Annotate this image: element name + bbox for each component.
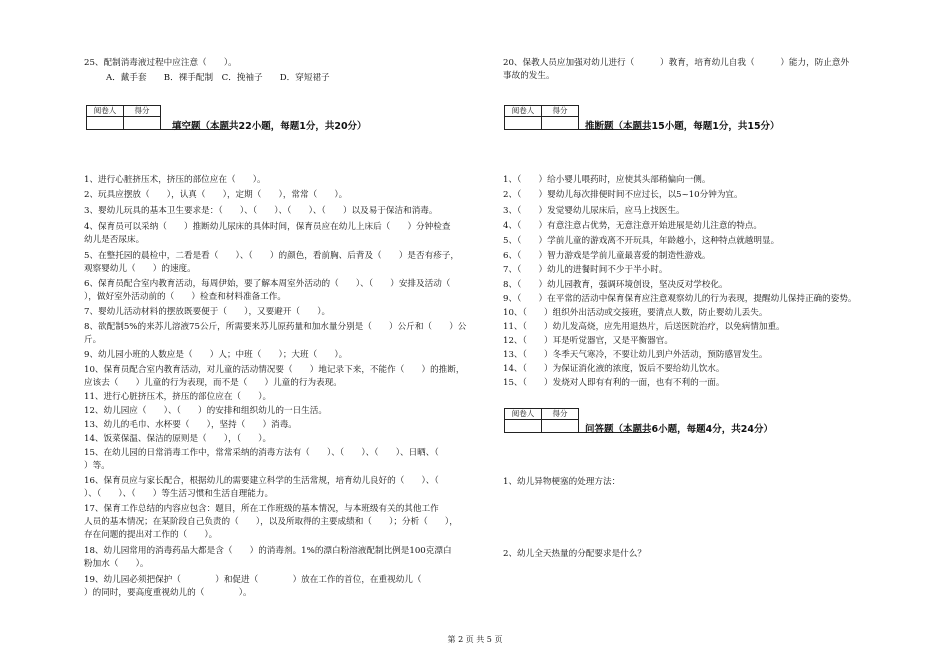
grader-box-answer [504, 408, 579, 433]
grader-box [86, 105, 161, 130]
judge-item-15: 15、（ ）发烧对人即有有利的一面，也有不利的一面。 [503, 378, 725, 388]
judge-item-6: 6、（ ）智力游戏是学前儿童最喜爱的制造性游戏。 [503, 251, 711, 261]
fill-item-11: 11、进行心脏挤压术，挤压的部位应在（ ）。 [84, 392, 272, 402]
fill-item-13: 13、幼儿的毛巾、水杯要（ ），坚持（ ）消毒。 [84, 420, 297, 430]
judge-section-title: 推断题（本题共15小题，每题1分，共15分） [585, 121, 780, 132]
page-footer: 第 2 页 共 5 页 [447, 635, 503, 644]
fill-item-17: 17、保育工作总结的内容应包含：题目，所在工作班级的基本情况，与本班级有关的其他工作 人员的基本情况；在某阶段自己负责的（ ），以及所取得的主要成绩和（ ）；分析（ ）， 存在问题的提出对工作的（ ）。 [84, 504, 458, 540]
grader-score-label: 得分 [542, 106, 579, 117]
fill-item-3: 3、婴幼儿玩具的基本卫生要求是：（ ）、（ ）、（ ）、（ ）以及易于保洁和消毒。 [84, 206, 438, 216]
question-20: 20、保教人员应加强对幼儿进行（ ）教育，培育幼儿自我（ ）能力，防止意外 事故的发生。 [503, 58, 850, 81]
fill-item-8: 8、欲配制5%的来苏儿溶液75公斤，所需要来苏儿原药量和加水量分别是（ ）公斤和（ ）公 斤。 [84, 322, 467, 345]
grader-score-label: 得分 [124, 106, 161, 117]
fill-item-16: 16、保育员应与家长配合，根据幼儿的需要建立科学的生活常规，培育幼儿良好的（ ）、（ ）、（ ）、（ ）等生活习惯和生活自理能力。 [84, 476, 439, 499]
fill-item-19: 19、幼儿园必须把保护（ ）和促进（ ）放在工作的首位，在重视幼儿（ ）的同时，要高度重视幼儿的（ ）。 [84, 575, 422, 598]
judge-item-4: 4、（ ）有意注意占优势，无意注意开始进展是幼儿注意的特点。 [503, 221, 762, 231]
answer-item-1: 1、幼儿异物梗塞的处理方法： [503, 477, 621, 487]
grader-box-judge [504, 105, 579, 130]
fill-item-6: 6、保育员配合室内教育活动，每周伊始，要了解本周室外活动的（ ）、（ ）安排及活动（ ），做好室外活动前的（ ）检查和材料准备工作。 [84, 279, 451, 302]
fill-item-18: 18、幼儿园常用的消毒药品大都是含（ ）的消毒剂。1%的漂白粉溶液配制比例是100克漂白 粉加水（ ）。 [84, 546, 452, 569]
fill-item-4: 4、保育员可以采纳（ ）推断幼儿尿床的具体时间，保育员应在幼儿上床后（ ）分钟检查 幼儿是否尿床。 [84, 222, 451, 245]
grader-reviewer-label: 阅卷人 [505, 409, 542, 420]
judge-item-11: 11、（ ）幼儿发高烧，应先用退热片，后送医院治疗，以免病情加重。 [503, 322, 785, 332]
judge-item-3: 3、（ ）发觉婴幼儿尿床后，应马上找医生。 [503, 206, 685, 216]
grader-reviewer-label: 阅卷人 [505, 106, 542, 117]
grader-score-label: 得分 [542, 409, 579, 420]
judge-item-12: 12、（ ）耳是听觉器官，又是平衡器官。 [503, 336, 673, 346]
judge-item-7: 7、（ ）幼儿的进餐时间不少于半小时。 [503, 265, 668, 275]
fill-item-12: 12、幼儿园应（ ）、（ ）的安排和组织幼儿的一日生活。 [84, 406, 327, 416]
judge-item-2: 2、（ ）婴幼儿每次排便时间不应过长，以5~10分钟为宜。 [503, 190, 743, 200]
judge-item-8: 8、（ ）幼儿园教育，强调环境创设，坚决反对学校化。 [503, 280, 728, 290]
fill-item-15: 15、在幼儿园的日常消毒工作中，常常采纳的消毒方法有（ ）、（ ）、（ ）、日晒、（ ）等。 [84, 448, 439, 471]
answer-item-2: 2、幼儿全天热量的分配要求是什么？ [503, 549, 646, 559]
fill-item-14: 14、饭菜保温、保洁的原则是（ ），（ ）。 [84, 434, 272, 444]
grader-reviewer-cell[interactable] [505, 420, 542, 433]
grader-reviewer-cell[interactable] [505, 117, 542, 130]
question-25-stem: 25、配制消毒液过程中应注意（ ）。 [84, 58, 237, 68]
answer-section-title: 问答题（本题共6小题，每题4分，共24分） [585, 424, 773, 435]
judge-item-5: 5、（ ）学前儿童的游戏离不开玩具，年龄越小，这种特点就越明显。 [503, 236, 780, 246]
fill-item-7: 7、婴幼儿活动材料的摆放既要便于（ ），又要避开（ ）。 [84, 307, 331, 317]
judge-item-10: 10、（ ）组织外出活动或交接班，要清点人数，防止婴幼儿丢失。 [503, 308, 768, 318]
judge-item-14: 14、（ ）为保证消化液的浓度，饭后不要给幼儿饮水。 [503, 364, 725, 374]
grader-reviewer-label: 阅卷人 [87, 106, 124, 117]
judge-item-13: 13、（ ）冬季天气寒冷，不要让幼儿到户外活动，预防感冒发生。 [503, 350, 768, 360]
judge-item-1: 1、（ ）给小婴儿喂药时，应使其头部稍偏向一侧。 [503, 175, 711, 185]
fill-item-2: 2、玩具应摆放（ ），认真（ ），定期（ ），常常（ ）。 [84, 190, 348, 200]
question-25-options: A．戴手套 B．裸手配制 C．挽袖子 D．穿短裙子 [106, 73, 330, 83]
grader-score-cell[interactable] [124, 117, 161, 130]
judge-item-9: 9、（ ）在平常的活动中保育保育应注意观察幼儿的行为表现，提醒幼儿保持正确的姿势。 [503, 294, 857, 304]
grader-score-cell[interactable] [542, 117, 579, 130]
fill-blank-section-title: 填空题（本题共22小题，每题1分，共20分） [172, 121, 367, 132]
grader-reviewer-cell[interactable] [87, 117, 124, 130]
grader-score-cell[interactable] [542, 420, 579, 433]
fill-item-10: 10、保育员配合室内教育活动，对儿童的活动情况要（ ）地记录下来，不能作（ ）的推断， 应该去（ ）儿童的行为表现，而不是（ ）儿童的行为表现。 [84, 365, 465, 388]
fill-item-5: 5、在整托园的晨检中，二看是看（ ）、（ ）的颜色，看前胸、后背及（ ）是否有疹子， 观察婴幼儿（ ）的速度。 [84, 251, 459, 274]
fill-item-9: 9、幼儿园小班的人数应是（ ）人；中班（ ）；大班（ ）。 [84, 350, 348, 360]
fill-item-1: 1、进行心脏挤压术，挤压的部位应在（ ）。 [84, 175, 266, 185]
